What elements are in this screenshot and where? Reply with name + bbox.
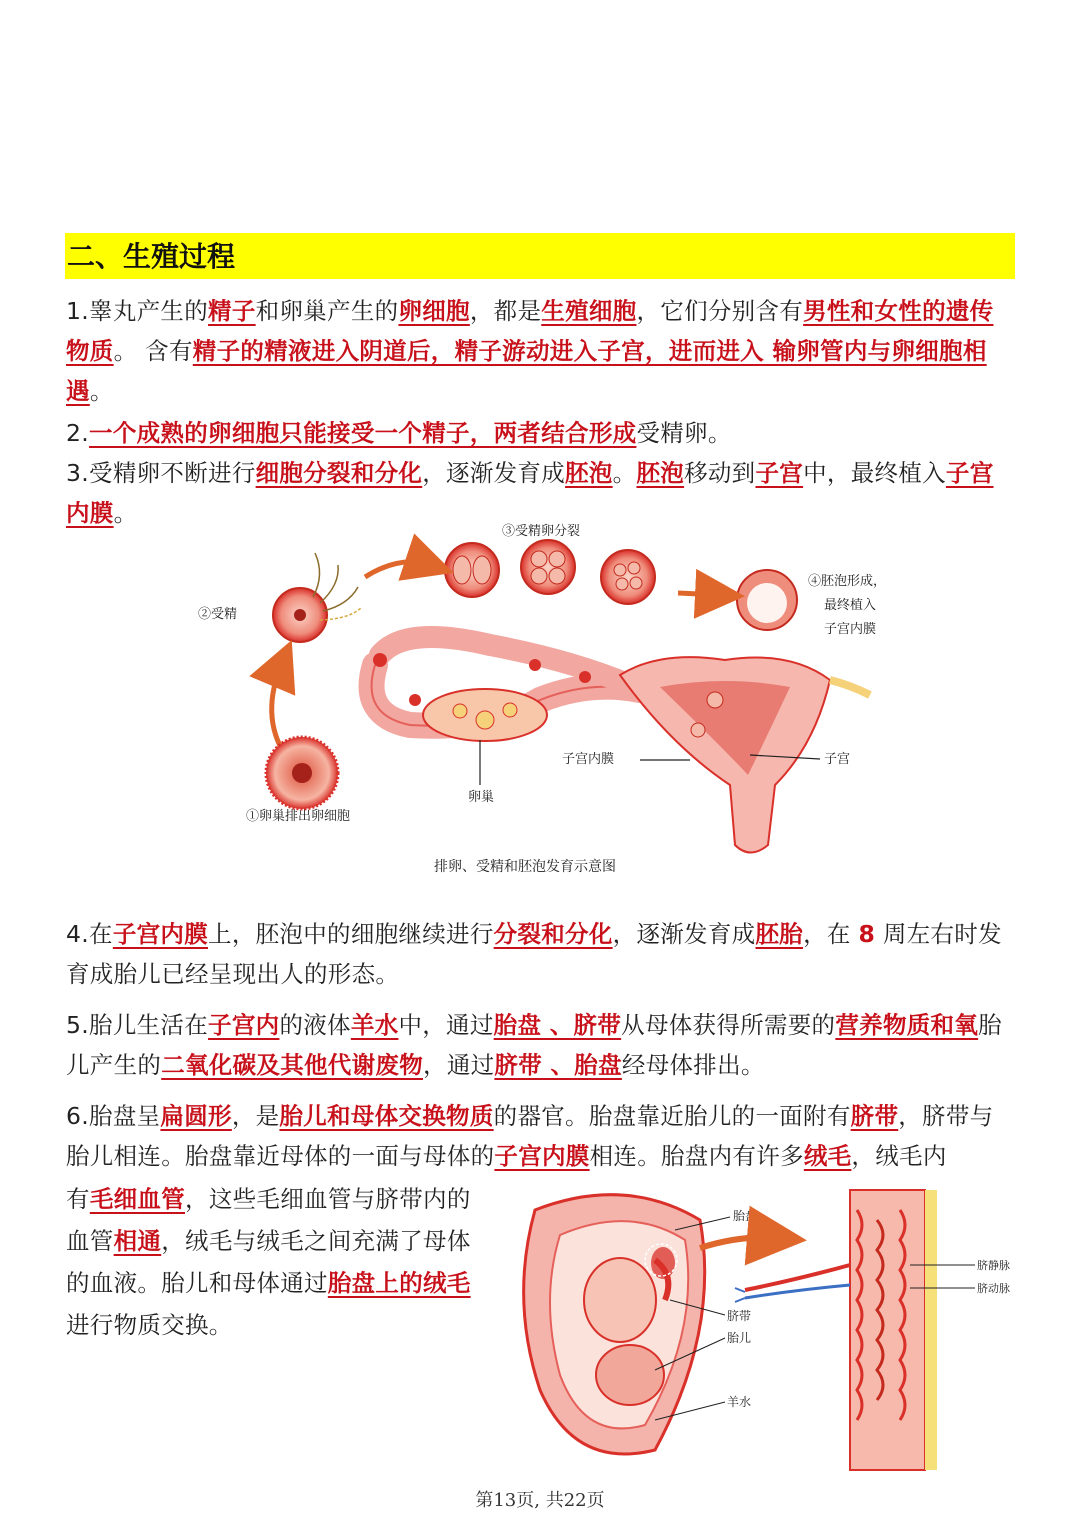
highlight: 胎儿和母体交换物质 xyxy=(279,1102,494,1130)
label-blastocyst-1: ④胚泡形成， xyxy=(808,574,887,589)
text: ，逐渐发育成 xyxy=(612,920,756,948)
label-division: ③受精卵分裂 xyxy=(502,524,581,539)
ovulated-egg xyxy=(266,737,338,809)
text: 上，胚泡中的细胞继续进行 xyxy=(208,920,494,948)
text: 。 xyxy=(89,377,114,405)
text: ，绒毛内 xyxy=(851,1142,947,1170)
label-vein: 脐静脉 xyxy=(977,1259,1010,1272)
uterus-with-fetus xyxy=(524,1195,705,1454)
text: 2. xyxy=(66,419,90,447)
text: 周左右时发育成胎儿已经呈现出人的形态。 xyxy=(66,920,1002,988)
text: 受精卵。 xyxy=(636,419,732,447)
text: 1.睾丸产生的 xyxy=(66,297,209,325)
arrow-fertilize-to-division xyxy=(365,562,430,577)
text: 3.受精卵不断进行 xyxy=(66,459,256,487)
text: 中，最终植入 xyxy=(803,459,946,487)
zoom-arrow xyxy=(700,1237,777,1248)
page-number: 第13页, 共22页 xyxy=(475,1490,605,1511)
arrow-to-blastocyst xyxy=(678,593,720,595)
highlight: 卵细胞 xyxy=(398,297,470,325)
label-placenta: 胎盘 xyxy=(733,1209,758,1223)
text: 的器官。胎盘靠近胎儿的一面附有 xyxy=(493,1102,851,1130)
ovulation-fertilization-diagram xyxy=(190,515,890,885)
highlight: 相通 xyxy=(113,1227,162,1255)
label-blastocyst-3: 子宫内膜 xyxy=(824,622,877,637)
text: 6.胎盘呈 xyxy=(66,1102,161,1130)
text: 经母体排出。 xyxy=(621,1051,765,1079)
text: 从母体获得所需要的 xyxy=(621,1011,836,1039)
highlight: 羊水 xyxy=(350,1011,399,1039)
label-uterus: 子宫 xyxy=(824,752,851,767)
text: ，都是 xyxy=(469,297,542,325)
highlight: 细胞分裂和分化 xyxy=(255,459,423,487)
placenta-diagram xyxy=(505,1180,1035,1475)
highlight: 脐带 、胎盘 xyxy=(494,1051,622,1079)
highlight: 胎盘上的绒毛 xyxy=(327,1269,471,1297)
label-ovary: 卵巢 xyxy=(468,790,495,805)
highlight: 子宫内膜 xyxy=(112,920,209,948)
text: 胎儿产生的 xyxy=(66,1011,1002,1079)
highlight: 营养物质和氧 xyxy=(835,1011,979,1039)
highlight: 胚泡 xyxy=(636,459,685,487)
highlight: 分裂和分化 xyxy=(493,920,613,948)
text: 4.在 xyxy=(66,920,113,948)
arrow-ovulation-to-fertilize xyxy=(272,663,285,755)
fertilized-egg xyxy=(273,553,362,642)
label-amniotic: 羊水 xyxy=(727,1395,752,1409)
text: 。 含有 xyxy=(113,337,193,365)
highlight: 子宫内膜 xyxy=(66,459,994,527)
highlight: 扁圆形 xyxy=(160,1102,232,1130)
text: 相连。胎盘内有许多 xyxy=(589,1142,804,1170)
label-artery: 脐动脉 xyxy=(977,1282,1010,1295)
text: ，绒毛与绒毛之间充满了母体的血液。胎儿和母体通过 xyxy=(66,1227,471,1297)
paragraph-2 xyxy=(66,413,1016,453)
label-blastocyst-2: 最终植入 xyxy=(824,598,877,613)
highlight: 脐带 xyxy=(850,1102,899,1130)
label-fetus: 胎儿 xyxy=(727,1331,752,1345)
text: 有 xyxy=(66,1185,90,1213)
highlight: 二氧化碳及其他代谢废物 xyxy=(161,1051,424,1079)
text: ，是 xyxy=(231,1102,280,1130)
highlight: 男性和女性的遗传物质 xyxy=(66,297,994,365)
paragraph-7 xyxy=(66,1178,476,1346)
text: ，在 xyxy=(803,920,859,948)
highlight: 子宫内 xyxy=(208,1011,280,1039)
zygote-morula xyxy=(601,550,655,604)
number-highlight: 8 xyxy=(858,920,876,948)
zygote-4-cell xyxy=(521,540,575,594)
highlight: 绒毛 xyxy=(803,1142,852,1170)
text: ，通过 xyxy=(423,1051,495,1079)
highlight: 精子的精液进入阴道后，精子游动进入子宫，进而进入 输卵管内与卵细胞相遇 xyxy=(66,337,987,405)
text: 移动到 xyxy=(684,459,756,487)
highlight: 胎盘 、脐带 xyxy=(493,1011,622,1039)
label-cord: 脐带 xyxy=(727,1309,752,1323)
text: ，脐带与胎儿相连。胎盘靠近母体的一面与母体的 xyxy=(66,1102,994,1170)
section-heading: 二、生殖过程 xyxy=(65,233,1015,279)
figure-caption: 排卵、受精和胚泡发育示意图 xyxy=(434,859,616,875)
highlight: 毛细血管 xyxy=(89,1185,186,1213)
paragraph-5 xyxy=(66,1005,1016,1085)
paragraph-4 xyxy=(66,914,1016,994)
text: 的液体 xyxy=(279,1011,351,1039)
blastocyst xyxy=(737,570,797,630)
paragraph-6 xyxy=(66,1096,1016,1176)
highlight: 一个成熟的卵细胞只能接受一个精子，两者结合形成 xyxy=(89,419,637,447)
highlight: 精子 xyxy=(208,297,256,325)
highlight: 子宫 xyxy=(755,459,804,487)
zygote-2-cell xyxy=(445,543,499,597)
text: 5.胎儿生活在 xyxy=(66,1011,209,1039)
label-fertilize: ②受精 xyxy=(198,607,238,622)
highlight: 胚胎 xyxy=(755,920,804,948)
label-ovulate: ①卵巢排出卵细胞 xyxy=(246,809,351,824)
paragraph-1 xyxy=(66,291,1016,411)
text: 和卵巢产生的 xyxy=(255,297,399,325)
highlight: 子宫内膜 xyxy=(494,1142,590,1170)
highlight: 胚泡 xyxy=(565,459,613,487)
text: 中，通过 xyxy=(398,1011,494,1039)
text: ，逐渐发育成 xyxy=(422,459,566,487)
text: 。 xyxy=(113,499,138,527)
text: ，它们分别含有 xyxy=(636,297,804,325)
text: 。 xyxy=(612,459,637,487)
text: 进行物质交换。 xyxy=(66,1311,233,1339)
highlight: 生殖细胞 xyxy=(541,297,637,325)
label-endometrium: 子宫内膜 xyxy=(562,752,615,767)
placenta-cross-section xyxy=(735,1190,937,1470)
text: ，这些毛细血管与脐带内的血管 xyxy=(66,1185,471,1255)
